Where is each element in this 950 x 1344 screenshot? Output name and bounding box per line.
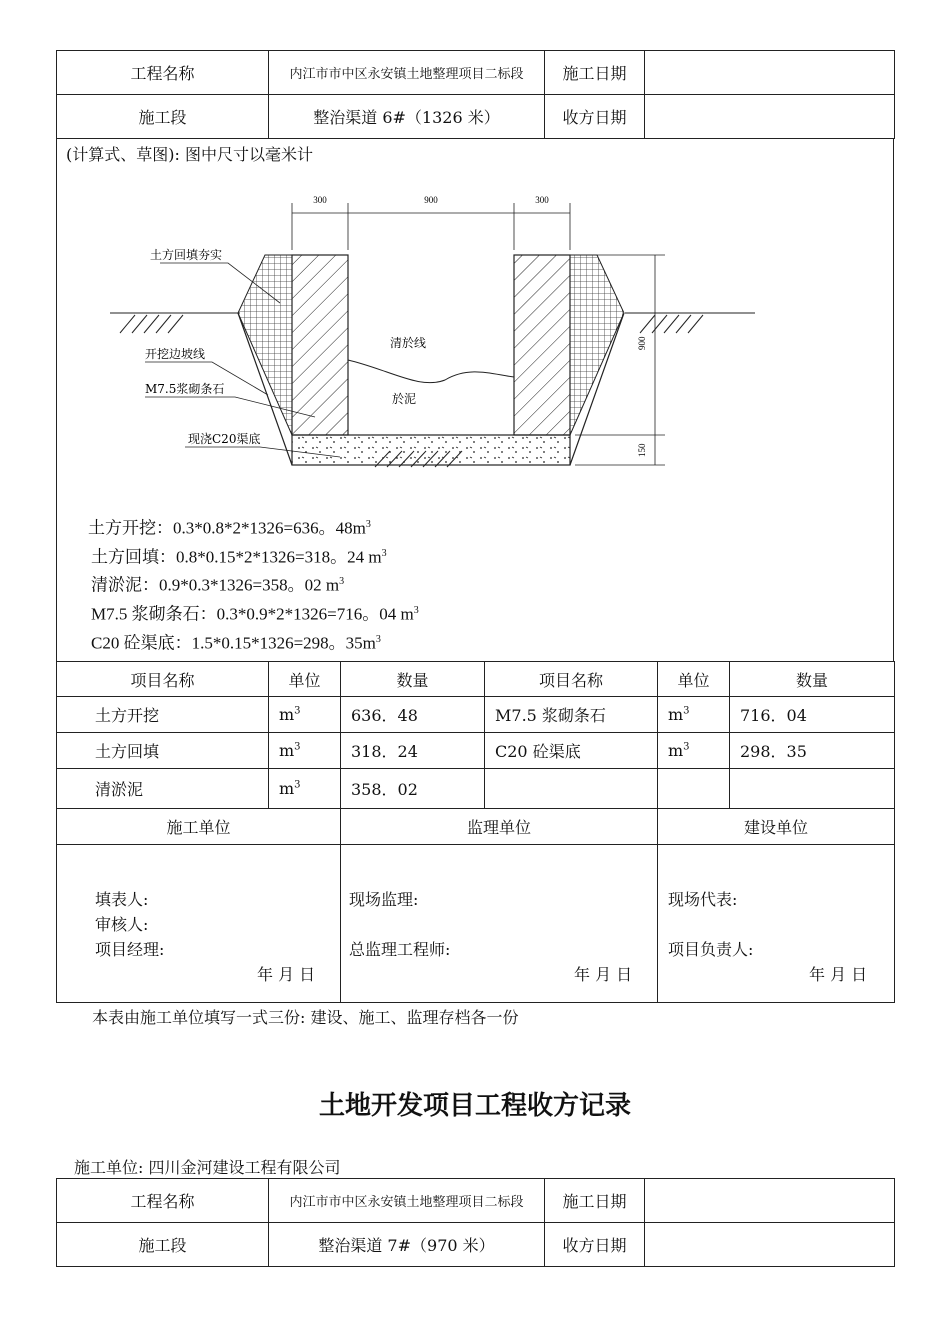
record2-title: 土地开发项目工程收方记录 [318,1091,631,1121]
project-name-label: 工程名称 [57,1179,269,1223]
construction-date: 年 月 日 [257,965,316,984]
qty-header-amount-2: 数量 [730,662,895,697]
signature-table [56,808,895,1003]
qty-cell: 298．35 [730,733,895,769]
dim-150-vertical: 150 [637,443,647,457]
supervision-date: 年 月 日 [574,965,633,984]
formula-masonry: M7.5 浆砌条石：0.3*0.9*2*1326=716。04 $m^3$ [91,604,419,624]
record2-header-table [56,1178,895,1267]
record1-header-table [56,50,895,139]
site-rep-label: 现场代表: [668,890,738,909]
formula-backfill: 土方回填：0.8*0.15*2*1326=318。24 $m^3$ [91,547,387,567]
backfill-right [570,255,624,435]
qty-cell: 318．24 [341,733,485,769]
start-date-value[interactable] [645,51,895,95]
formula-concrete: C20 砼渠底：1.5*0.15*1326=298。$35m^3$ [91,633,381,653]
qty-cell: 358．02 [341,769,485,809]
filler-label: 填表人: [95,890,149,909]
qty-cell: C20 砼渠底 [485,733,658,769]
start-date-value[interactable] [645,1179,895,1223]
qty-cell: $m^3$ [269,733,341,769]
accept-date-label: 收方日期 [545,95,645,139]
qty-header-amount-1: 数量 [341,662,485,697]
silt-line [348,360,514,383]
table-row [57,769,895,809]
qty-cell: $m^3$ [658,733,730,769]
construction-unit-header: 施工单位 [57,809,341,845]
table-row [57,733,895,769]
dim-300-right: 300 [535,195,549,205]
formulas [88,512,419,655]
reviewer-label: 审核人: [95,915,149,934]
project-manager-label: 项目经理: [95,940,165,959]
qty-cell: $m^3$ [269,697,341,733]
qty-cell: $m^3$ [269,769,341,809]
ground-right [625,313,755,333]
backfill-left [238,255,292,435]
dim-300-left: 300 [313,195,327,205]
start-date-label: 施工日期 [545,1179,645,1223]
top-dimensions [292,203,570,250]
label-concrete: 现浇C20渠底 [188,432,261,446]
qty-cell: 清淤泥 [57,769,269,809]
qty-cell: 土方开挖 [57,697,269,733]
accept-date-value[interactable] [645,95,895,139]
section-value: 整治渠道 6#（1326 米） [269,95,545,139]
qty-cell: 636．48 [341,697,485,733]
owner-unit-header: 建设单位 [658,809,895,845]
qty-cell-empty[interactable] [485,769,658,809]
qty-header-unit-2: 单位 [658,662,730,697]
label-silt: 於泥 [392,392,417,406]
owner-date: 年 月 日 [809,965,868,984]
label-masonry: M7.5浆砌条石 [145,382,225,396]
project-name-value: 内江市市中区永安镇土地整理项目二标段 [269,51,545,95]
qty-cell: $m^3$ [658,697,730,733]
section-label: 施工段 [57,95,269,139]
record2-construction-unit: 施工单位: 四川金河建设工程有限公司 [74,1158,341,1177]
section-value: 整治渠道 7#（970 米） [269,1223,545,1267]
dim-900-vertical: 900 [637,336,647,350]
supervision-unit-header: 监理单位 [341,809,658,845]
masonry-wall-left [292,255,348,435]
quantity-table [56,661,895,809]
concrete-base [292,435,570,465]
formula-silt: 清淤泥：0.9*0.3*1326=358。02 $m^3$ [91,575,345,595]
qty-header-name-2: 项目名称 [485,662,658,697]
qty-cell: M7.5 浆砌条石 [485,697,658,733]
distribution-note: 本表由施工单位填写一式三份: 建设、施工、监理存档各一份 [92,1008,519,1027]
project-name-label: 工程名称 [57,51,269,95]
project-lead-label: 项目负责人: [668,940,754,959]
label-silt-line: 清於线 [390,336,427,350]
qty-header-name-1: 项目名称 [57,662,269,697]
site-supervisor-label: 现场监理: [349,890,419,909]
qty-cell: 土方回填 [57,733,269,769]
calc-title: (计算式、草图): 图中尺寸以毫米计 [66,145,313,164]
masonry-wall-right [514,255,570,435]
qty-cell-empty[interactable] [658,769,730,809]
chief-supervisor-label: 总监理工程师: [349,940,451,959]
start-date-label: 施工日期 [545,51,645,95]
section-label: 施工段 [57,1223,269,1267]
ground-left [110,313,240,333]
project-name-value: 内江市市中区永安镇土地整理项目二标段 [269,1179,545,1223]
label-backfill: 土方回填夯实 [150,248,223,262]
formula-excavation: 土方开挖：0.3*0.8*2*1326=636。$48m^3$ [88,518,371,538]
dim-900: 900 [424,195,438,205]
label-slope: 开挖边坡线 [145,347,206,361]
accept-date-label: 收方日期 [545,1223,645,1267]
accept-date-value[interactable] [645,1223,895,1267]
table-row [57,697,895,733]
qty-header-unit-1: 单位 [269,662,341,697]
qty-cell-empty[interactable] [730,769,895,809]
channel-cross-section-drawing [100,185,780,490]
qty-cell: 716．04 [730,697,895,733]
